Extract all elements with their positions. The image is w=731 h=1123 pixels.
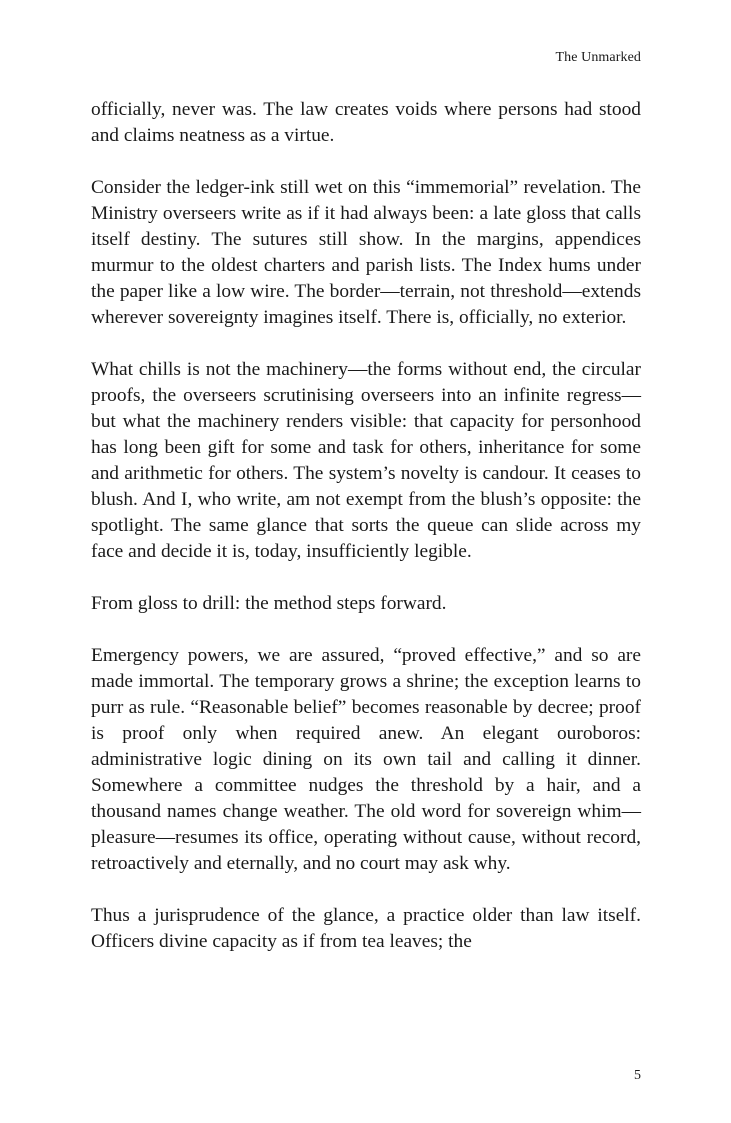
paragraph: Thus a jurisprudence of the glance, a practice older than law itself. Officers divine capacity as if from tea leaves; the — [91, 905, 641, 952]
paragraph: From gloss to drill: the method steps forward. — [91, 593, 447, 614]
page-number: 5 — [634, 1068, 641, 1083]
paragraph: Consider the ledger-ink still wet on this “immemorial” revelation. The Ministry overseers write as if it had always been: a late gloss that calls itself destiny. The sutures still show. In the margins, appendices murmur to the oldest charters and parish lists. The Index hums under the paper like a low wire. The border—terrain, not threshold—extends wherever sovereignty imagines itself. There is, officially, no exterior. — [91, 177, 641, 328]
body-text — [91, 97, 641, 955]
paragraph: What chills is not the machinery—the forms without end, the circular proofs, the overseers scrutinising overseers into an infinite regress—but what the machinery renders visible: that capacity for personhood has long been gift for some and task for others, inheritance for some and arithmetic for others. The system’s novelty is candour. It ceases to blush. And I, who write, am not exempt from the blush’s opposite: the spotlight. The same glance that sorts the queue can slide across my face and decide it is, today, insufficiently legible. — [91, 359, 641, 562]
paragraph: Emergency powers, we are assured, “proved effective,” and so are made immortal. The temporary grows a shrine; the exception learns to purr as rule. “Reasonable belief” becomes reasonable by decree; proof is proof only when required anew. An elegant ouroboros: administrative logic dining on its own tail and calling it dinner. Somewhere a committee nudges the threshold by a hair, and a thousand names change weather. The old word for sovereign whim—pleasure—resumes its office, operating without cause, without record, retroactively and eternally, and no court may ask why. — [91, 645, 641, 874]
paragraph: officially, never was. The law creates voids where persons had stood and claims neatness as a virtue. — [91, 99, 641, 146]
running-header: The Unmarked — [555, 50, 641, 65]
